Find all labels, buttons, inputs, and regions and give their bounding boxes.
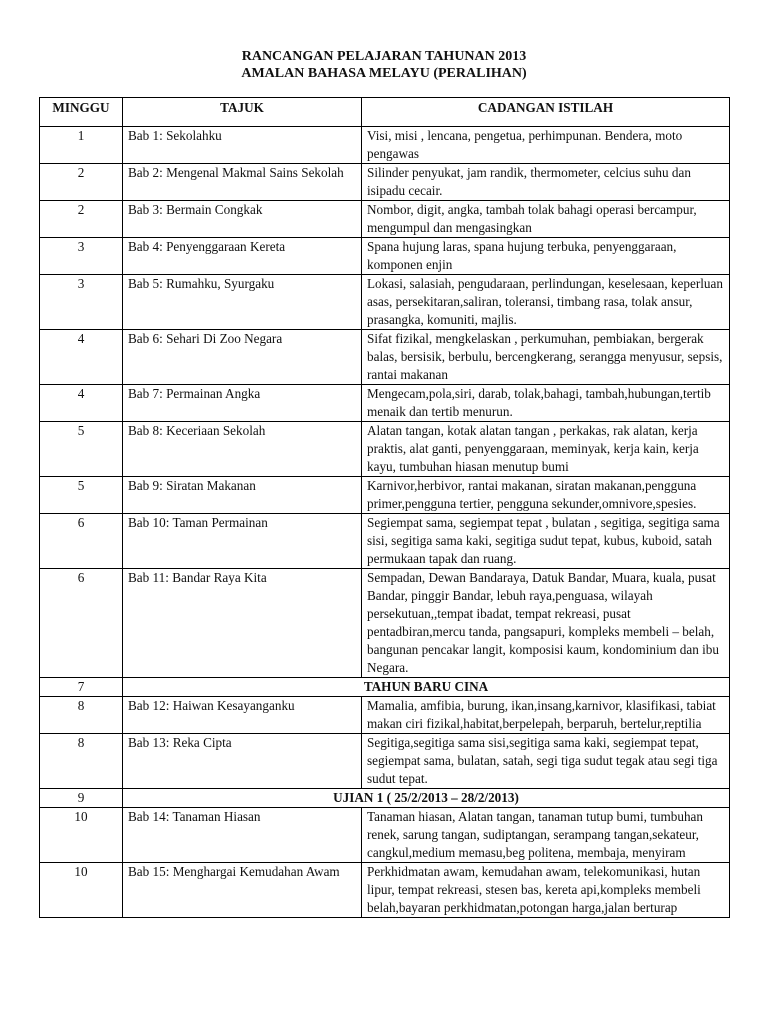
week-cell: 10 [40,808,123,863]
week-cell: 1 [40,127,123,164]
topic-cell: Bab 4: Penyenggaraan Kereta [123,238,362,275]
topic-cell: Bab 8: Keceriaan Sekolah [123,422,362,477]
terms-cell: Karnivor,herbivor, rantai makanan, siratan makanan,pengguna primer,pengguna tertier, pengguna sekunder,omnivore,spesies. [362,477,730,514]
terms-cell: Visi, misi , lencana, pengetua, perhimpunan. Bendera, moto pengawas [362,127,730,164]
header-tajuk: TAJUK [123,98,362,127]
terms-cell: Mengecam,pola,siri, darab, tolak,bahagi, tambah,hubungan,tertib menaik dan tertib menurun. [362,385,730,422]
topic-cell: Bab 10: Taman Permainan [123,514,362,569]
header-cadangan-istilah: CADANGAN ISTILAH [362,98,730,127]
table-row [40,275,730,330]
terms-cell: Sempadan, Dewan Bandaraya, Datuk Bandar, Muara, kuala, pusat Bandar, pinggir Bandar, lebuh raya,penguasa, wilayah persekutuan,,tempat ibadat, tempat rekreasi, pusat pentadbiran,mercu tanda, pangsapuri, kompleks membeli – belah, bangunan pencakar langit, komposisi kaum, kondominium dan ibu Negara. [362,569,730,678]
topic-cell: Bab 1: Sekolahku [123,127,362,164]
table-row-event [40,789,730,808]
lesson-plan-table [39,97,730,918]
document-title: RANCANGAN PELAJARAN TAHUNAN 2013 [241,49,527,64]
header-minggu: MINGGU [40,98,123,127]
terms-cell: Perkhidmatan awam, kemudahan awam, telekomunikasi, hutan lipur, tempat rekreasi, stesen bas, kereta api,kompleks membeli belah,bayaran perkhidmatan,potongan harga,jalan berturap [362,863,730,918]
table-row [40,569,730,678]
topic-cell: Bab 13: Reka Cipta [123,734,362,789]
week-cell: 3 [40,238,123,275]
event-cell: UJIAN 1 ( 25/2/2013 – 28/2/2013) [123,789,730,808]
week-cell: 5 [40,477,123,514]
topic-cell: Bab 12: Haiwan Kesayanganku [123,697,362,734]
topic-cell: Bab 2: Mengenal Makmal Sains Sekolah [123,164,362,201]
topic-cell: Bab 6: Sehari Di Zoo Negara [123,330,362,385]
table-row [40,422,730,477]
document-subtitle: AMALAN BAHASA MELAYU (PERALIHAN) [241,66,527,81]
topic-cell: Bab 9: Siratan Makanan [123,477,362,514]
table-row [40,330,730,385]
terms-cell: Sifat fizikal, mengkelaskan , perkumuhan, pembiakan, bergerak balas, bersisik, berbulu, bercengkerang, serangga menyusur, sepsis, rantai makanan [362,330,730,385]
topic-cell: Bab 5: Rumahku, Syurgaku [123,275,362,330]
table-row [40,164,730,201]
week-cell: 5 [40,422,123,477]
table-row [40,238,730,275]
table-row-event [40,678,730,697]
terms-cell: Mamalia, amfibia, burung, ikan,insang,karnivor, klasifikasi, tabiat makan ciri fizikal,habitat,berpelepah, berparuh, bertelur,reptilia [362,697,730,734]
terms-cell: Lokasi, salasiah, pengudaraan, perlindungan, keselesaan, keperluan asas, persekitaran,saliran, toleransi, timbang rasa, tolak ansur, prasangka, komuniti, majlis. [362,275,730,330]
week-cell: 2 [40,164,123,201]
table-row [40,808,730,863]
table-row [40,127,730,164]
terms-cell: Alatan tangan, kotak alatan tangan , perkakas, rak alatan, kerja praktis, alat ganti, penyenggaraan, meminyak, kerja kain, kerja kayu, tumbuhan hiasan menutup bumi [362,422,730,477]
week-cell: 4 [40,385,123,422]
week-cell: 7 [40,678,123,697]
terms-cell: Segitiga,segitiga sama sisi,segitiga sama kaki, segiempat tepat, segiempat sama, bulatan, satah, segi tiga sudut tegak atau segi tiga sudut tepat. [362,734,730,789]
event-cell: TAHUN BARU CINA [123,678,730,697]
topic-cell: Bab 7: Permainan Angka [123,385,362,422]
terms-cell: Spana hujung laras, spana hujung terbuka, penyenggaraan, komponen enjin [362,238,730,275]
week-cell: 10 [40,863,123,918]
table-row [40,697,730,734]
terms-cell: Silinder penyukat, jam randik, thermometer, celcius suhu dan isipadu cecair. [362,164,730,201]
week-cell: 9 [40,789,123,808]
table-row [40,514,730,569]
table-row [40,385,730,422]
table-row [40,477,730,514]
week-cell: 6 [40,514,123,569]
terms-cell: Nombor, digit, angka, tambah tolak bahagi operasi bercampur, mengumpul dan mengasingkan [362,201,730,238]
topic-cell: Bab 3: Bermain Congkak [123,201,362,238]
week-cell: 6 [40,569,123,678]
topic-cell: Bab 11: Bandar Raya Kita [123,569,362,678]
table-header-row [40,98,730,127]
week-cell: 2 [40,201,123,238]
terms-cell: Tanaman hiasan, Alatan tangan, tanaman tutup bumi, tumbuhan renek, sarung tangan, sudiptangan, serampang tangan,sekateur, cangkul,medium memasu,beg politena, membaja, menyiram [362,808,730,863]
week-cell: 3 [40,275,123,330]
terms-cell: Segiempat sama, segiempat tepat , bulatan , segitiga, segitiga sama sisi, segitiga sama kaki, segitiga sudut tepat, kubus, kuboid, satah permukaan tapak dan ruang. [362,514,730,569]
week-cell: 4 [40,330,123,385]
topic-cell: Bab 15: Menghargai Kemudahan Awam [123,863,362,918]
table-row [40,734,730,789]
table-row [40,201,730,238]
week-cell: 8 [40,697,123,734]
week-cell: 8 [40,734,123,789]
table-row [40,863,730,918]
topic-cell: Bab 14: Tanaman Hiasan [123,808,362,863]
